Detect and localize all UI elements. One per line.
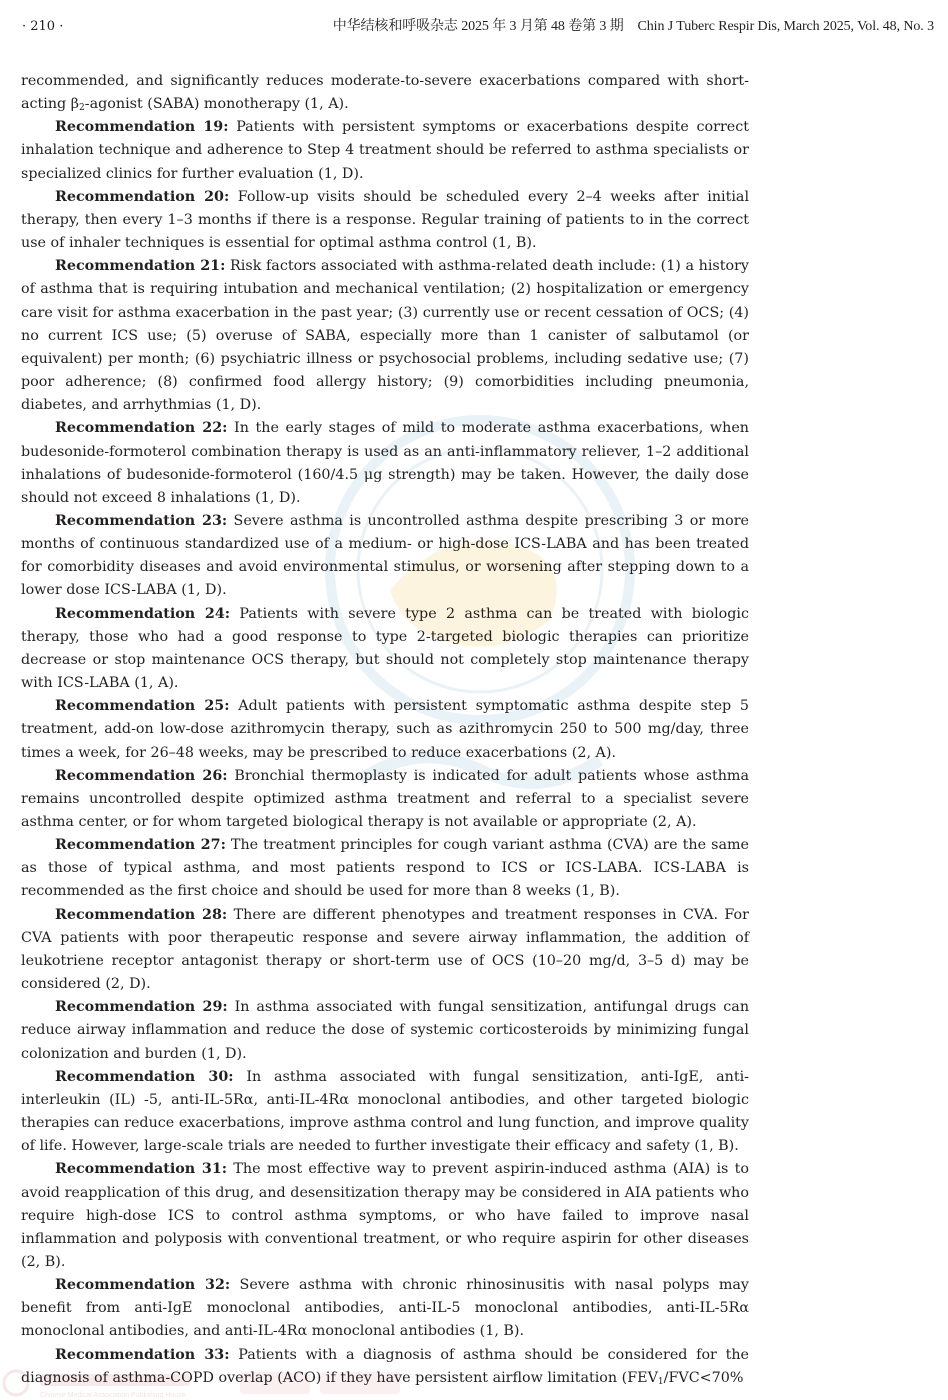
recommendation-30 bbox=[21, 1066, 749, 1159]
recommendation-label: Recommendation 24: bbox=[55, 605, 231, 622]
recommendation-text: Patients with a diagnosis of asthma should be considered for the diagnosis of asthma-COPD overlap (ACO) if they have persistent airflow limitation (FEV bbox=[21, 1346, 750, 1386]
recommendation-32 bbox=[21, 1274, 749, 1343]
recommendation-text: There are different phenotypes and treatment responses in CVA. For CVA patients with poor therapeutic response and severe airway inflammation, the addition of leukotriene receptor antagonist therapy or short-term use of OCS (10–20 mg/d, 3–5 d) may be considered (2, D). bbox=[21, 906, 749, 993]
recommendation-text: In the early stages of mild to moderate asthma exacerbations, when budesonide-formoterol combination therapy is used as an anti-inflammatory reliever, 1–2 additional inhalations of budesonide-formoterol (160/4.5 μg strength) may be taken. However, the daily dose should not exceed 8 inhalations (1, D). bbox=[21, 420, 750, 506]
recommendation-label: Recommendation 20: bbox=[55, 188, 230, 205]
recommendation-29 bbox=[21, 996, 749, 1065]
recommendation-text: Patients with persistent symptoms or exacerbations despite correct inhalation technique and adherence to Step 4 treatment should be referred to asthma specialists or specialized clinics for further evaluation (1, D). bbox=[21, 119, 749, 182]
recommendation-text: The treatment principles for cough variant asthma (CVA) are the same as those of typical asthma, and most patients respond to ICS or ICS-LABA. ICS-LABA is recommended as the first choice and should be used for more than 8 weeks (1, B). bbox=[21, 837, 750, 900]
recommendation-label: Recommendation 29: bbox=[55, 999, 228, 1016]
recommendation-19 bbox=[21, 116, 749, 185]
recommendation-label: Recommendation 27: bbox=[55, 837, 226, 854]
recommendation-label: Recommendation 33: bbox=[55, 1346, 230, 1363]
recommendation-label: Recommendation 25: bbox=[55, 698, 230, 715]
recommendation-25 bbox=[21, 695, 749, 764]
recommendation-label: Recommendation 22: bbox=[55, 420, 228, 437]
recommendation-text: Follow-up visits should be scheduled every 2–4 weeks after initial therapy, then every 1–3 months if there is a response. Regular training of patients to in the correct use of inhaler techniques is essential for optimal asthma control (1, B). bbox=[21, 188, 750, 252]
article-body bbox=[21, 70, 749, 1390]
recommendation-text: Risk factors associated with asthma-related death include: (1) a history of asthma that is requiring intubation and mechanical ventilation; (2) hospitalization or emergency care visit for asthma exacerbation in the past year; (3) currently use or recent cessation of OCS; (4) no current ICS use; (5) overuse of SABA, especially more than 1 canister of salbutamol (or equivalent) per month; (6) psychiatric illness or psychosocial problems, including sedative use; (7) poor adherence; (8) confirmed food allergy history; (9) comorbidities including pneumonia, diabetes, and arrhythmias (1, D). bbox=[21, 258, 750, 414]
recommendation-27 bbox=[21, 834, 749, 903]
continued-paragraph bbox=[21, 70, 749, 116]
recommendation-23 bbox=[21, 510, 749, 603]
recommendation-24 bbox=[21, 603, 749, 696]
subscript: 1 bbox=[657, 1376, 664, 1387]
recommendation-label: Recommendation 31: bbox=[55, 1161, 228, 1178]
recommendation-text: Severe asthma with chronic rhinosinusitis with nasal polyps may benefit from anti-IgE monoclonal antibodies, anti-IL-5 monoclonal antibodies, anti-IL-5Rα monoclonal antibodies, and anti-IL-4Rα monoclonal antibodies (1, B). bbox=[21, 1277, 749, 1340]
recommendation-label: Recommendation 28: bbox=[55, 906, 228, 923]
recommendation-text: Bronchial thermoplasty is indicated for adult patients whose asthma remains uncontrolled despite optimized asthma treatment and referral to a specialist severe asthma center, or for whom targeted biological therapy is not available or appropriate (2, A). bbox=[21, 767, 749, 830]
recommendation-label: Recommendation 19: bbox=[55, 119, 229, 136]
recommendation-text: The most effective way to prevent aspirin-induced asthma (AIA) is to avoid reapplication of this drug, and desensitization therapy may be considered in AIA patients who require high-dose ICS to control asthma symptoms, or who have failed to improve nasal inflammation and polyposis with conventional treatment, or who require aspirin for other diseases (2, B). bbox=[21, 1161, 750, 1270]
continued-text-end: -agonist (SABA) monotherapy (1, A). bbox=[84, 96, 349, 113]
recommendation-text: Patients with severe type 2 asthma can be treated with biologic therapy, those who had a good response to type 2-targeted biologic therapies can prioritize decrease or stop maintenance OCS therapy, but should not completely stop maintenance therapy with ICS-LABA (1, A). bbox=[21, 605, 749, 692]
recommendation-33 bbox=[21, 1344, 749, 1390]
recommendation-label: Recommendation 26: bbox=[55, 767, 228, 784]
page-number: · 210 · bbox=[22, 19, 64, 34]
recommendation-text: Severe asthma is uncontrolled asthma despite prescribing 3 or more months of continuous standardized use of a medium- or high-dose ICS-LABA and has been treated for comorbidity diseases and avoid environmental stimulus, or worsening after stepping down to a lower dose ICS-LABA (1, D). bbox=[21, 512, 750, 599]
recommendation-20 bbox=[21, 186, 749, 255]
continued-text: recommended, and significantly reduces moderate-to-severe exacerbations compared with short-acting β bbox=[21, 73, 749, 113]
recommendation-label: Recommendation 21: bbox=[55, 258, 226, 275]
recommendation-28 bbox=[21, 904, 749, 997]
recommendation-21 bbox=[21, 255, 749, 417]
recommendation-26 bbox=[21, 765, 749, 834]
recommendation-text: In asthma associated with fungal sensitization, anti-IgE, anti-interleukin (IL) -5, anti-IL-5Rα, anti-IL-4Rα monoclonal antibodies, and other targeted biologic therapies can reduce exacerbations, improve asthma control and lung function, and improve quality of life. However, large-scale trials are needed to further investigate their efficacy and safety (1, B). bbox=[21, 1068, 750, 1155]
publisher-name-watermark: Chinese Medical Association Publishing House bbox=[40, 1392, 186, 1399]
recommendation-label: Recommendation 32: bbox=[55, 1277, 231, 1294]
recommendation-label: Recommendation 23: bbox=[55, 512, 228, 529]
subscript: 2 bbox=[79, 103, 85, 114]
recommendation-text-end: /FVC<70% bbox=[663, 1369, 744, 1386]
journal-citation: 中华结核和呼吸杂志 2025 年 3 月第 48 卷第 3 期 Chin J Tuberc Respir Dis, March 2025, Vol. 48, No. 3 bbox=[332, 19, 934, 34]
recommendation-22 bbox=[21, 417, 749, 510]
recommendation-text: In asthma associated with fungal sensitization, antifungal drugs can reduce airway inflammation and reduce the dose of systemic corticosteroids by minimizing fungal colonization and burden (1, D). bbox=[21, 999, 750, 1062]
running-header bbox=[22, 16, 934, 38]
recommendation-label: Recommendation 30: bbox=[55, 1068, 234, 1085]
recommendation-text: Adult patients with persistent symptomatic asthma despite step 5 treatment, add-on low-dose azithromycin therapy, such as azithromycin 250 to 500 mg/day, three times a week, for 26–48 weeks, may be prescribed to reduce exacerbations (2, A). bbox=[21, 698, 750, 761]
recommendation-31 bbox=[21, 1158, 749, 1274]
